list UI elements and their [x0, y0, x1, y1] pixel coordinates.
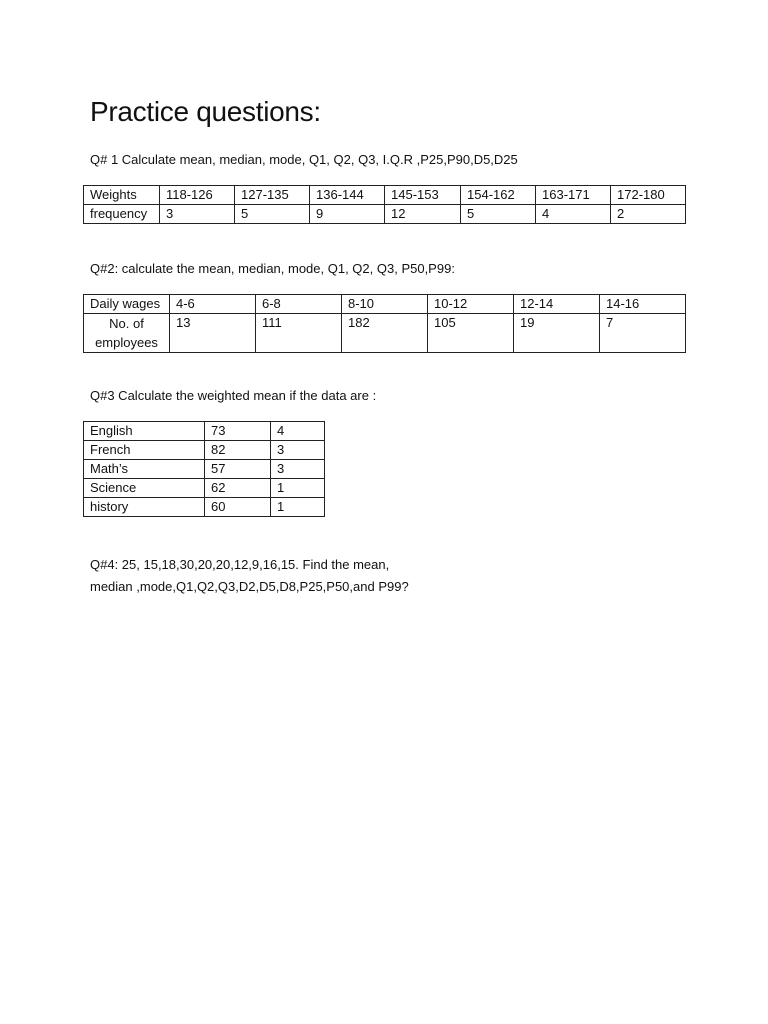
table-cell: 163-171 [536, 186, 611, 205]
table-row [84, 479, 325, 498]
table-cell: 9 [310, 205, 385, 224]
table-cell: 10-12 [428, 295, 514, 314]
page-title: Practice questions: [90, 96, 321, 127]
table-cell: 62 [205, 479, 271, 498]
question-2-text: Q#2: calculate the mean, median, mode, Q1, Q2, Q3, P50,P99: [90, 261, 455, 276]
table-cell: English [84, 422, 205, 441]
table-row [84, 498, 325, 517]
question-4-line-2: median ,mode,Q1,Q2,Q3,D2,D5,D8,P25,P50,and P99? [90, 579, 409, 594]
table-row [84, 295, 686, 314]
table-cell: French [84, 441, 205, 460]
table-cell: 14-16 [600, 295, 686, 314]
table-cell: frequency [84, 205, 160, 224]
table-cell: 2 [611, 205, 686, 224]
question-3-text: Q#3 Calculate the weighted mean if the data are : [90, 388, 377, 403]
table-cell: 111 [256, 314, 342, 353]
table-cell: 145-153 [385, 186, 461, 205]
table-cell: 4 [271, 422, 325, 441]
table-row [84, 186, 686, 205]
table-cell: Math’s [84, 460, 205, 479]
table-cell: 7 [600, 314, 686, 353]
table-cell: 3 [271, 460, 325, 479]
table-cell: 1 [271, 498, 325, 517]
table-row [84, 441, 325, 460]
table-cell: 105 [428, 314, 514, 353]
table-cell: Daily wages [84, 295, 170, 314]
table-cell: 82 [205, 441, 271, 460]
table-cell: 4-6 [170, 295, 256, 314]
table-cell: 4 [536, 205, 611, 224]
weights-frequency-table [83, 185, 686, 224]
table-row [84, 460, 325, 479]
weighted-mean-table [83, 421, 325, 517]
table-cell: 5 [461, 205, 536, 224]
table-row [84, 205, 686, 224]
table-cell: 154-162 [461, 186, 536, 205]
question-4-line-1: Q#4: 25, 15,18,30,20,20,12,9,16,15. Find the mean, [90, 557, 390, 572]
table-cell: 12-14 [514, 295, 600, 314]
table-cell: 3 [160, 205, 235, 224]
table-cell: 13 [170, 314, 256, 353]
table-cell: Weights [84, 186, 160, 205]
table-cell: 118-126 [160, 186, 235, 205]
table-cell: 182 [342, 314, 428, 353]
table-cell: No. of employees [84, 314, 170, 353]
table-cell: 6-8 [256, 295, 342, 314]
table-cell: 1 [271, 479, 325, 498]
question-4-text [90, 554, 409, 598]
table-cell: 12 [385, 205, 461, 224]
table-cell: 127-135 [235, 186, 310, 205]
table-cell: Science [84, 479, 205, 498]
daily-wages-table [83, 294, 686, 353]
table-cell: history [84, 498, 205, 517]
table-cell: 73 [205, 422, 271, 441]
table-cell: 172-180 [611, 186, 686, 205]
table-cell: 3 [271, 441, 325, 460]
table-cell: 19 [514, 314, 600, 353]
table-cell: 136-144 [310, 186, 385, 205]
table-cell: 57 [205, 460, 271, 479]
question-1-text: Q# 1 Calculate mean, median, mode, Q1, Q2, Q3, I.Q.R ,P25,P90,D5,D25 [90, 152, 518, 167]
table-row [84, 422, 325, 441]
table-row [84, 314, 686, 353]
table-cell: 8-10 [342, 295, 428, 314]
table-cell: 5 [235, 205, 310, 224]
table-cell: 60 [205, 498, 271, 517]
